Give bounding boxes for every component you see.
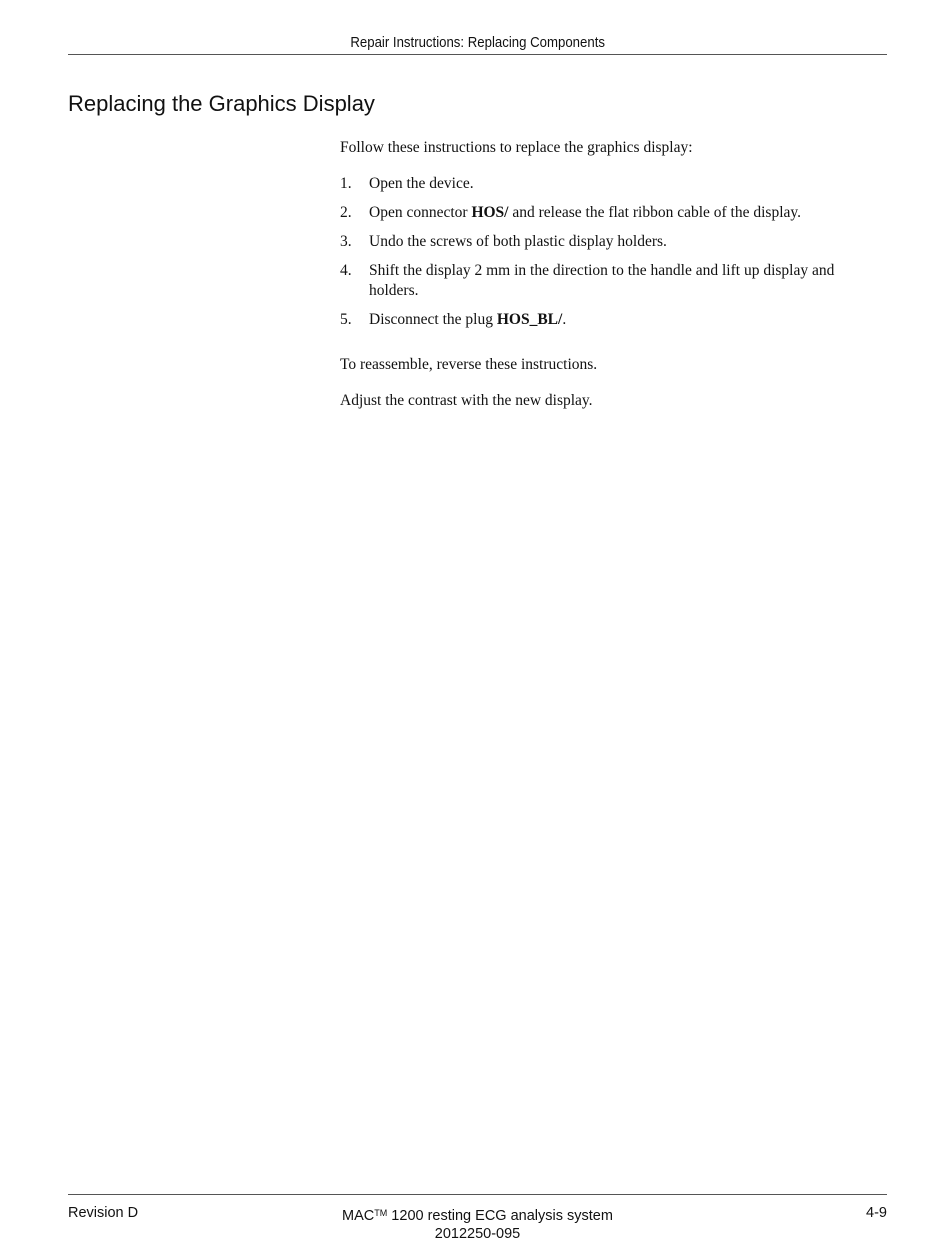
step-number: 1. xyxy=(340,175,352,192)
step-text: Shift the display 2 mm in the direction to the handle and lift up display and holders. xyxy=(369,262,835,299)
footer-product xyxy=(68,1204,887,1243)
step-number: 3. xyxy=(340,233,352,250)
footer-page-number: 4-9 xyxy=(866,1205,887,1221)
step-item xyxy=(340,310,880,330)
section-body xyxy=(340,138,880,427)
step-item xyxy=(340,261,880,301)
steps-list xyxy=(340,174,880,330)
footer-document-number: 2012250-095 xyxy=(434,1226,521,1242)
running-header-title: Repair Instructions: Replacing Components xyxy=(350,34,605,51)
connector-name: HOS/ xyxy=(471,204,509,221)
intro-paragraph: Follow these instructions to replace the graphics display: xyxy=(340,139,693,156)
step-text: Undo the screws of both plastic display holders. xyxy=(369,233,667,250)
step-text: Disconnect the plug HOS_BL/. xyxy=(369,311,567,328)
step-number: 5. xyxy=(340,311,352,328)
page-footer xyxy=(68,1194,887,1244)
step-item xyxy=(340,174,880,194)
trademark-symbol: TM xyxy=(374,1208,388,1218)
step-item xyxy=(340,232,880,252)
contrast-note: Adjust the contrast with the new display. xyxy=(340,392,593,409)
footer-product-name: MAC™ 1200 resting ECG analysis system xyxy=(342,1208,613,1224)
plug-name: HOS_BL/ xyxy=(496,311,563,328)
footer-revision: Revision D xyxy=(68,1205,139,1221)
section-title: Replacing the Graphics Display xyxy=(68,91,375,116)
reassemble-note: To reassemble, reverse these instructions. xyxy=(340,356,598,373)
step-item xyxy=(340,203,880,223)
step-number: 2. xyxy=(340,204,352,221)
step-text: Open the device. xyxy=(369,175,474,192)
running-header xyxy=(68,33,887,55)
step-text: Open connector HOS/ and release the flat ribbon cable of the display. xyxy=(369,204,802,221)
step-number: 4. xyxy=(340,262,352,279)
